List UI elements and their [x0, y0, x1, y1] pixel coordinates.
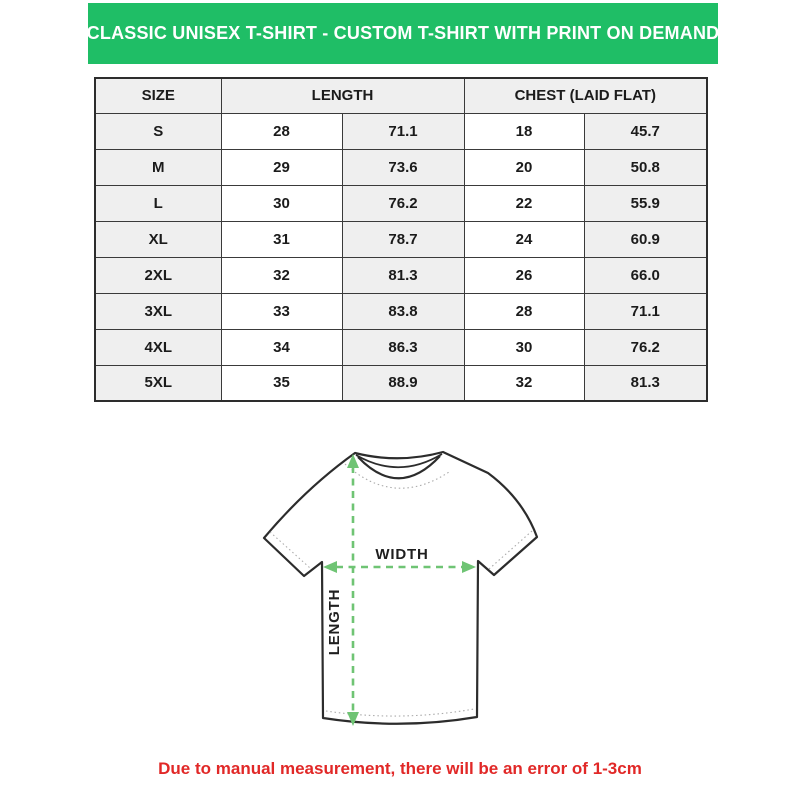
- length-cm-cell: 73.6: [342, 149, 464, 185]
- length-cm-cell: 86.3: [342, 329, 464, 365]
- table-row: [95, 365, 707, 401]
- chest-in-cell: 20: [464, 149, 584, 185]
- chest-in-cell: 18: [464, 113, 584, 149]
- width-label: WIDTH: [375, 546, 429, 563]
- page-title: CLASSIC UNISEX T-SHIRT - CUSTOM T-SHIRT WITH PRINT ON DEMAND: [86, 23, 720, 43]
- length-label: LENGTH: [326, 588, 343, 656]
- chest-cm-cell: 66.0: [584, 257, 707, 293]
- size-cell: 3XL: [95, 293, 221, 329]
- size-cell: 4XL: [95, 329, 221, 365]
- length-cm-cell: 81.3: [342, 257, 464, 293]
- length-in-cell: 28: [221, 113, 342, 149]
- length-in-cell: 33: [221, 293, 342, 329]
- table-row: [95, 149, 707, 185]
- table-row: [95, 329, 707, 365]
- length-cm-cell: 88.9: [342, 365, 464, 401]
- size-cell: L: [95, 185, 221, 221]
- header-length: LENGTH: [221, 78, 464, 113]
- table-row: [95, 293, 707, 329]
- tshirt-outline-icon: [264, 452, 537, 724]
- table-row: [95, 185, 707, 221]
- chest-cm-cell: 45.7: [584, 113, 707, 149]
- chest-cm-cell: 71.1: [584, 293, 707, 329]
- size-cell: S: [95, 113, 221, 149]
- header-size: SIZE: [95, 78, 221, 113]
- chest-in-cell: 32: [464, 365, 584, 401]
- chest-cm-cell: 50.8: [584, 149, 707, 185]
- chest-cm-cell: 81.3: [584, 365, 707, 401]
- length-in-cell: 32: [221, 257, 342, 293]
- length-cm-cell: 78.7: [342, 221, 464, 257]
- chest-in-cell: 22: [464, 185, 584, 221]
- title-banner: [88, 3, 718, 64]
- chest-in-cell: 30: [464, 329, 584, 365]
- table-row: [95, 113, 707, 149]
- chest-cm-cell: 60.9: [584, 221, 707, 257]
- length-in-cell: 34: [221, 329, 342, 365]
- measurement-error-note: Due to manual measurement, there will be an error of 1-3cm: [158, 759, 642, 778]
- table-row: [95, 221, 707, 257]
- table-header-row: [95, 78, 707, 113]
- size-cell: XL: [95, 221, 221, 257]
- size-cell: 2XL: [95, 257, 221, 293]
- length-cm-cell: 76.2: [342, 185, 464, 221]
- length-in-cell: 31: [221, 221, 342, 257]
- size-chart-table: [94, 77, 708, 402]
- tshirt-measurement-diagram: [240, 428, 560, 760]
- chest-in-cell: 26: [464, 257, 584, 293]
- table-row: [95, 257, 707, 293]
- chest-in-cell: 24: [464, 221, 584, 257]
- chest-cm-cell: 76.2: [584, 329, 707, 365]
- size-cell: M: [95, 149, 221, 185]
- chest-cm-cell: 55.9: [584, 185, 707, 221]
- length-cm-cell: 83.8: [342, 293, 464, 329]
- length-in-cell: 29: [221, 149, 342, 185]
- length-in-cell: 30: [221, 185, 342, 221]
- length-cm-cell: 71.1: [342, 113, 464, 149]
- chest-in-cell: 28: [464, 293, 584, 329]
- size-cell: 5XL: [95, 365, 221, 401]
- length-in-cell: 35: [221, 365, 342, 401]
- header-chest: CHEST (LAID FLAT): [464, 78, 707, 113]
